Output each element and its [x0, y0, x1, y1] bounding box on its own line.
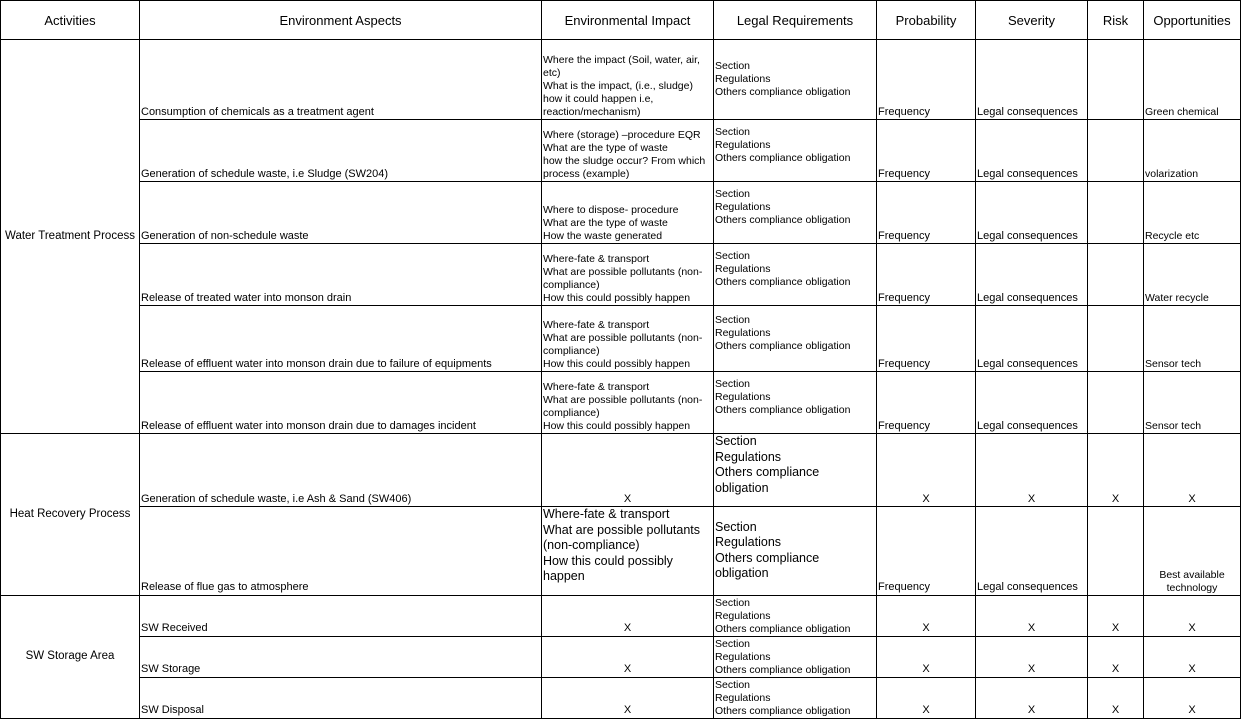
header-legal-requirements: Legal Requirements — [714, 1, 877, 40]
header-activities: Activities — [1, 1, 140, 40]
opportunities-cell: X — [1144, 434, 1241, 507]
impact-cell: Where (storage) –procedure EQR What are the type of waste how the sludge occur? From which process (example) — [542, 120, 714, 182]
severity-cell: X — [976, 636, 1088, 677]
risk-cell — [1088, 40, 1144, 120]
table-row — [1, 372, 1241, 434]
impact-cell: Where-fate & transport What are possible pollutants (non-compliance) How this could possibly happen — [542, 507, 714, 596]
impact-cell: Where to dispose- procedure What are the type of waste How the waste generated — [542, 182, 714, 244]
severity-cell: X — [976, 677, 1088, 718]
aspect-cell: Release of effluent water into monson drain due to failure of equipments — [140, 306, 542, 372]
probability-cell: Frequency — [877, 40, 976, 120]
legal-cell: Section Regulations Others compliance obligation — [714, 120, 877, 182]
legal-cell: Section Regulations Others compliance obligation — [714, 182, 877, 244]
aspect-cell: Release of effluent water into monson drain due to damages incident — [140, 372, 542, 434]
header-environmental-impact: Environmental Impact — [542, 1, 714, 40]
impact-cell: Where-fate & transport What are possible pollutants (non-compliance) How this could possibly happen — [542, 244, 714, 306]
table-row — [1, 120, 1241, 182]
table-row — [1, 244, 1241, 306]
risk-cell: X — [1088, 595, 1144, 636]
activity-sw-storage: SW Storage Area — [1, 595, 140, 718]
legal-cell: Section Regulations Others compliance obligation — [714, 636, 877, 677]
opportunities-cell: Best available technology — [1144, 507, 1241, 596]
severity-cell: Legal consequences — [976, 507, 1088, 596]
severity-cell: Legal consequences — [976, 120, 1088, 182]
severity-cell: Legal consequences — [976, 306, 1088, 372]
risk-cell: X — [1088, 677, 1144, 718]
aspect-cell: Consumption of chemicals as a treatment agent — [140, 40, 542, 120]
opportunities-cell: Sensor tech — [1144, 306, 1241, 372]
legal-cell: Section Regulations Others compliance obligation — [714, 595, 877, 636]
activity-heat-recovery: Heat Recovery Process — [1, 434, 140, 596]
legal-cell: Section Regulations Others compliance obligation — [714, 434, 877, 507]
opportunities-cell: X — [1144, 595, 1241, 636]
activity-water-treatment: Water Treatment Process — [1, 40, 140, 434]
impact-cell: Where the impact (Soil, water, air, etc) What is the impact, (i.e., sludge) how it could happen i.e, reaction/mechanism) — [542, 40, 714, 120]
table-row — [1, 40, 1241, 120]
legal-cell: Section Regulations Others compliance obligation — [714, 244, 877, 306]
probability-cell: Frequency — [877, 306, 976, 372]
header-opportunities: Opportunities — [1144, 1, 1241, 40]
aspect-cell: Generation of schedule waste, i.e Sludge (SW204) — [140, 120, 542, 182]
severity-cell: Legal consequences — [976, 244, 1088, 306]
impact-cell: Where-fate & transport What are possible pollutants (non-compliance) How this could possibly happen — [542, 372, 714, 434]
table-row — [1, 507, 1241, 596]
risk-cell: X — [1088, 636, 1144, 677]
opportunities-cell: volarization — [1144, 120, 1241, 182]
risk-cell: X — [1088, 434, 1144, 507]
probability-cell: X — [877, 636, 976, 677]
impact-cell: X — [542, 595, 714, 636]
aspect-cell: Release of treated water into monson drain — [140, 244, 542, 306]
probability-cell: X — [877, 595, 976, 636]
legal-cell: Section Regulations Others compliance obligation — [714, 306, 877, 372]
aspect-cell: SW Received — [140, 595, 542, 636]
probability-cell: Frequency — [877, 182, 976, 244]
opportunities-cell: Green chemical — [1144, 40, 1241, 120]
probability-cell: Frequency — [877, 120, 976, 182]
probability-cell: X — [877, 677, 976, 718]
legal-cell: Section Regulations Others compliance obligation — [714, 507, 877, 596]
opportunities-cell: X — [1144, 677, 1241, 718]
opportunities-cell: X — [1144, 636, 1241, 677]
severity-cell: X — [976, 595, 1088, 636]
aspect-cell: SW Storage — [140, 636, 542, 677]
probability-cell: Frequency — [877, 507, 976, 596]
opportunities-cell: Sensor tech — [1144, 372, 1241, 434]
risk-cell — [1088, 244, 1144, 306]
legal-cell: Section Regulations Others compliance obligation — [714, 677, 877, 718]
table-row — [1, 434, 1241, 507]
aspect-cell: Release of flue gas to atmosphere — [140, 507, 542, 596]
table-row — [1, 595, 1241, 636]
legal-cell: Section Regulations Others compliance obligation — [714, 40, 877, 120]
header-severity: Severity — [976, 1, 1088, 40]
risk-cell — [1088, 306, 1144, 372]
table-row — [1, 636, 1241, 677]
header-environment-aspects: Environment Aspects — [140, 1, 542, 40]
header-row — [1, 1, 1241, 40]
aspect-cell: Generation of schedule waste, i.e Ash & Sand (SW406) — [140, 434, 542, 507]
header-risk: Risk — [1088, 1, 1144, 40]
probability-cell: Frequency — [877, 372, 976, 434]
table-row — [1, 182, 1241, 244]
risk-cell — [1088, 182, 1144, 244]
severity-cell: Legal consequences — [976, 40, 1088, 120]
impact-cell: Where-fate & transport What are possible pollutants (non-compliance) How this could possibly happen — [542, 306, 714, 372]
opportunities-cell: Water recycle — [1144, 244, 1241, 306]
opportunities-cell: Recycle etc — [1144, 182, 1241, 244]
impact-cell: X — [542, 434, 714, 507]
aspect-cell: SW Disposal — [140, 677, 542, 718]
severity-cell: Legal consequences — [976, 372, 1088, 434]
legal-cell: Section Regulations Others compliance obligation — [714, 372, 877, 434]
severity-cell: Legal consequences — [976, 182, 1088, 244]
impact-cell: X — [542, 636, 714, 677]
risk-cell — [1088, 120, 1144, 182]
severity-cell: X — [976, 434, 1088, 507]
table-row — [1, 306, 1241, 372]
header-probability: Probability — [877, 1, 976, 40]
risk-cell — [1088, 372, 1144, 434]
risk-cell — [1088, 507, 1144, 596]
probability-cell: X — [877, 434, 976, 507]
aspect-cell: Generation of non-schedule waste — [140, 182, 542, 244]
impact-cell: X — [542, 677, 714, 718]
probability-cell: Frequency — [877, 244, 976, 306]
